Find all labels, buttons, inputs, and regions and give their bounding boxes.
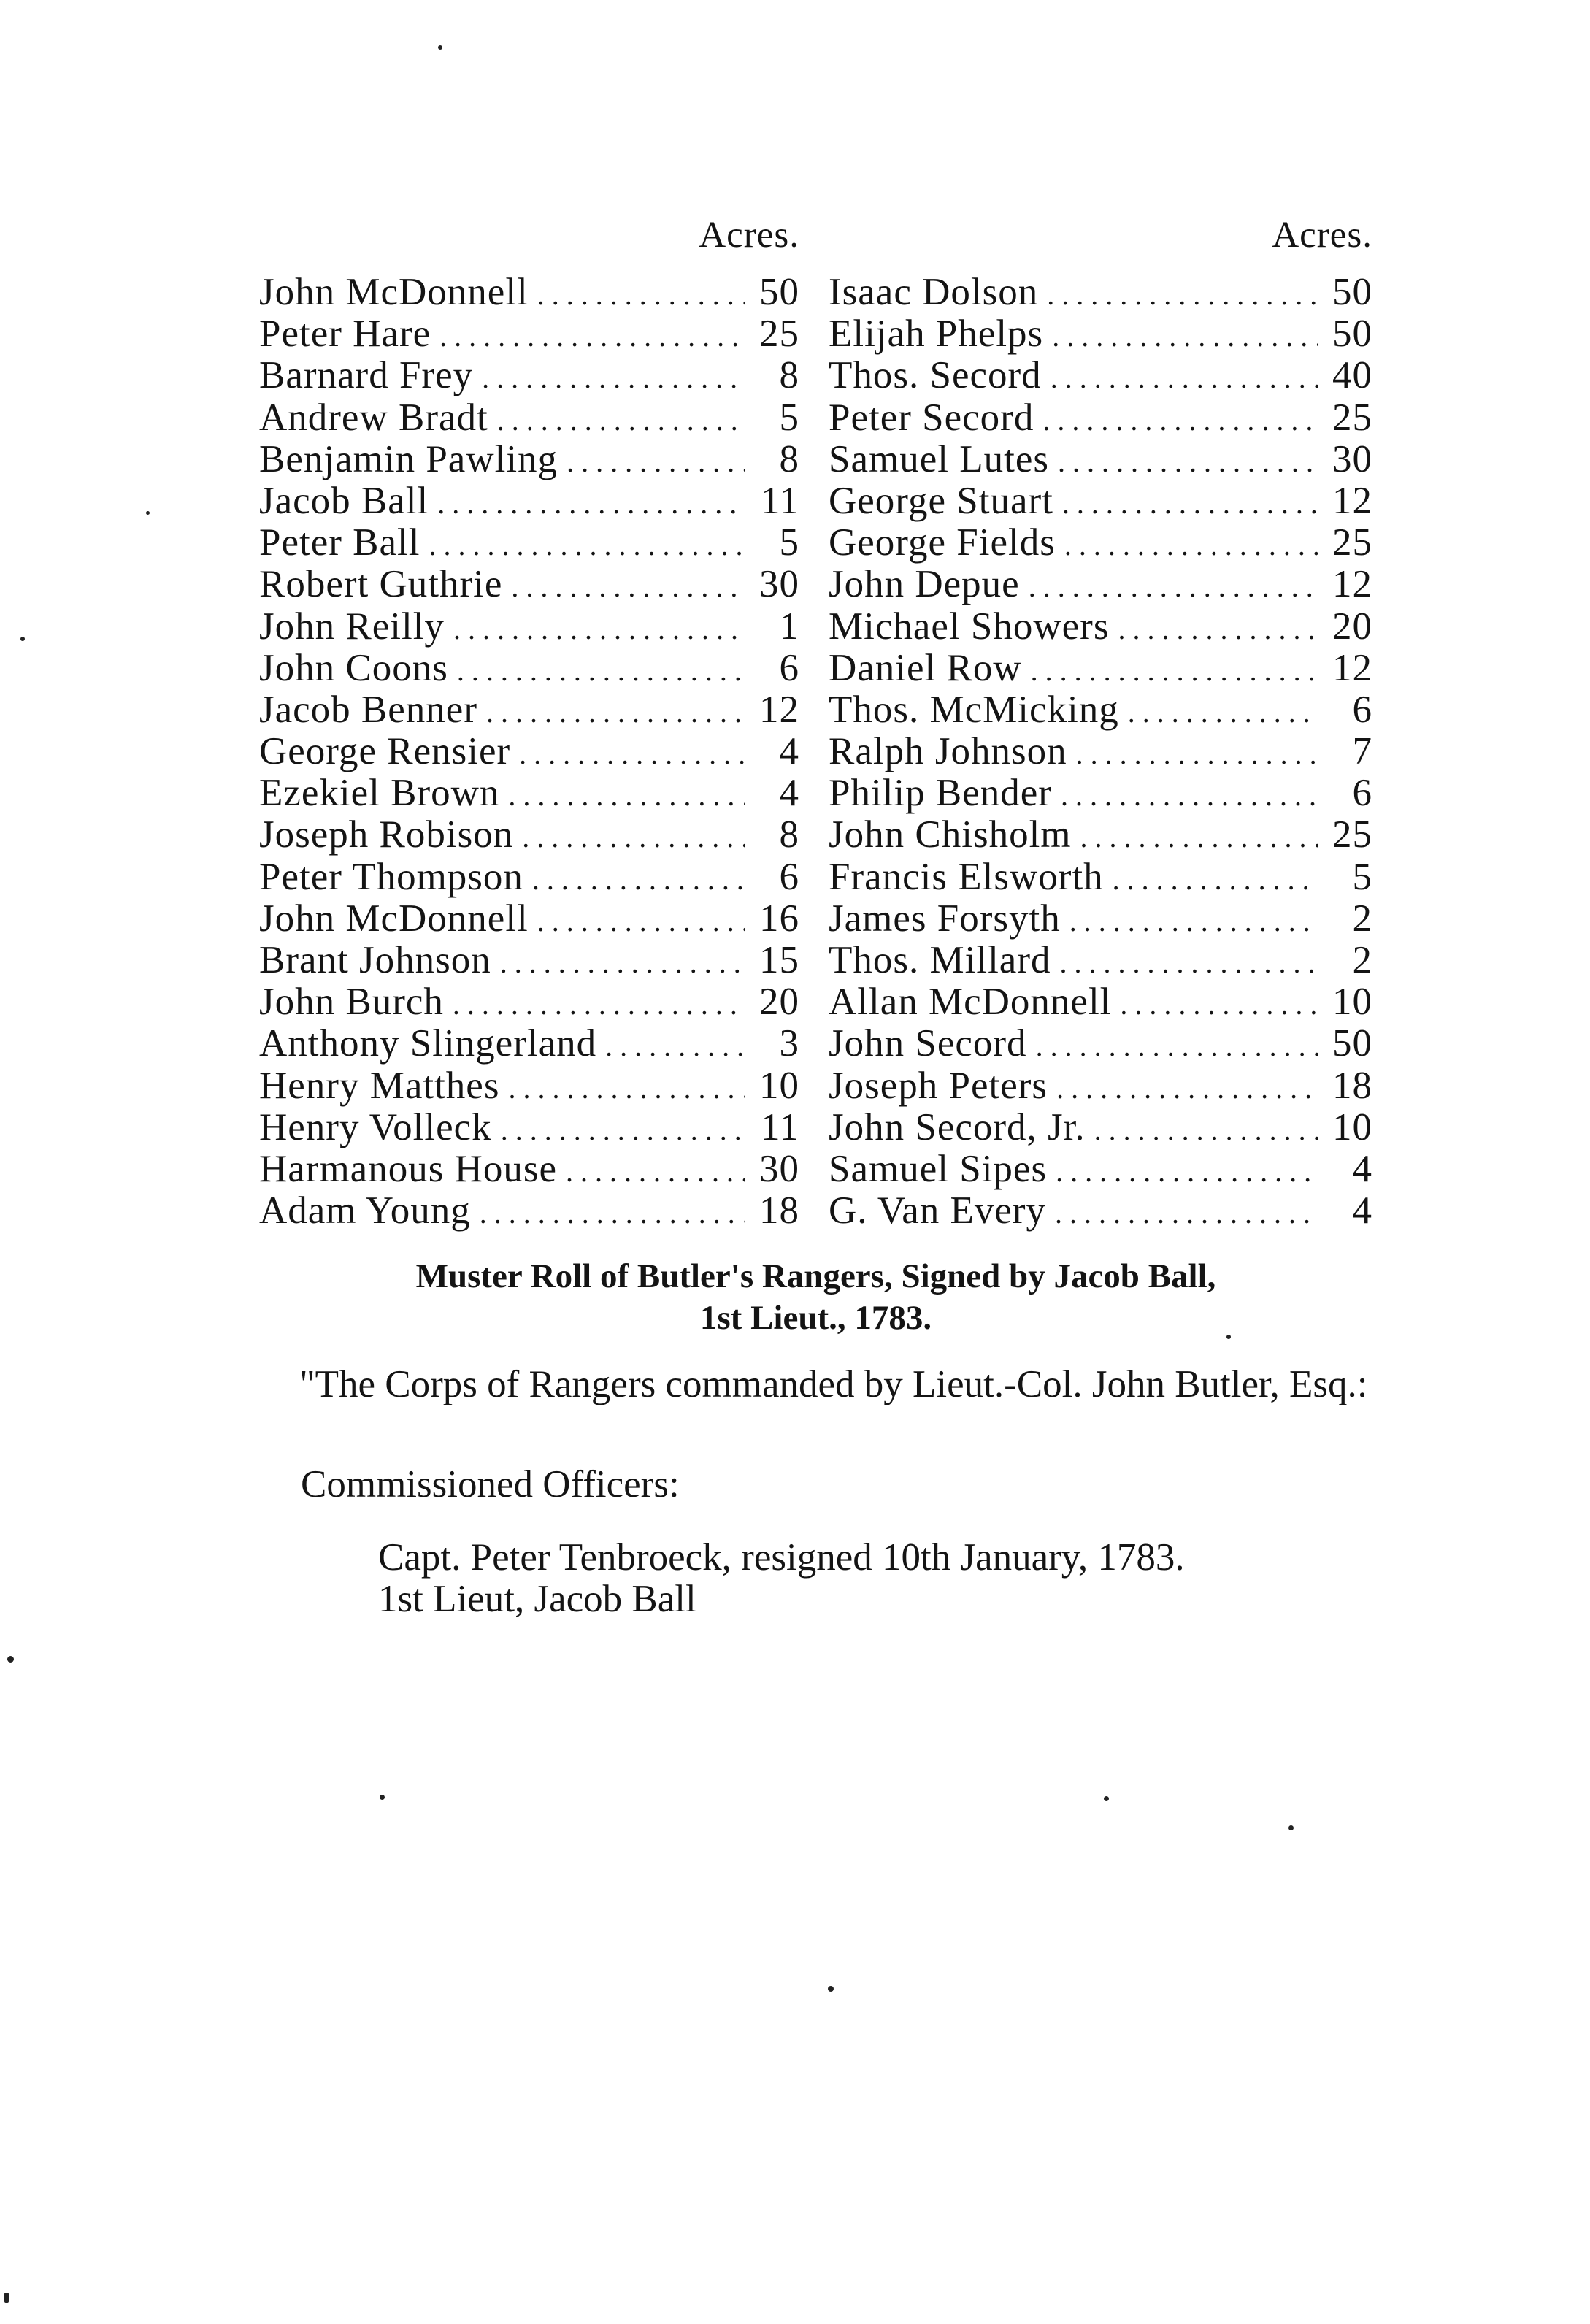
acres-value: 20: [1332, 605, 1372, 648]
person-name: John Chisholm: [829, 813, 1072, 856]
dot-leader: [453, 983, 745, 1025]
dot-leader: [522, 816, 745, 858]
person-name: George Fields: [829, 521, 1056, 564]
acres-column-left: [259, 213, 799, 1232]
acres-row: [829, 981, 1372, 1023]
scan-speck: [1226, 1335, 1231, 1339]
dot-leader: [439, 315, 745, 357]
person-name: John Secord: [829, 1022, 1027, 1065]
person-name: Peter Secord: [829, 396, 1034, 439]
person-name: Jacob Benner: [259, 688, 477, 731]
dot-leader: [1036, 1025, 1318, 1067]
acres-row: [259, 272, 799, 313]
dot-leader: [1052, 315, 1318, 357]
dot-leader: [437, 483, 745, 524]
dot-leader: [1113, 859, 1318, 900]
acres-row: [829, 606, 1372, 648]
scan-speck: [438, 45, 442, 50]
acres-row: [829, 1190, 1372, 1232]
acres-row: [829, 940, 1372, 981]
acres-value: 4: [1352, 1147, 1372, 1190]
acres-column-header: Acres.: [1272, 215, 1372, 256]
acres-row: [259, 355, 799, 396]
acres-value: 4: [779, 730, 799, 773]
dot-leader: [1047, 274, 1318, 315]
acres-row: [829, 898, 1372, 940]
acres-value: 6: [779, 855, 799, 898]
person-name: John Reilly: [259, 605, 445, 648]
acres-value: 8: [779, 813, 799, 856]
acres-value: 20: [759, 981, 799, 1024]
dot-leader: [1128, 691, 1318, 733]
person-name: Daniel Row: [829, 646, 1022, 689]
acres-value: 10: [759, 1064, 799, 1107]
acres-row: [829, 772, 1372, 814]
dot-leader: [429, 524, 745, 566]
acres-row: [259, 606, 799, 648]
person-name: Robert Guthrie: [259, 563, 503, 606]
acres-value: 11: [760, 1105, 799, 1148]
acres-row: [259, 1107, 799, 1148]
person-name: G. Van Every: [829, 1189, 1047, 1232]
acres-row: [829, 355, 1372, 396]
acres-column-right: [829, 213, 1372, 1232]
acres-value: 3: [779, 1022, 799, 1065]
acres-row: [259, 1190, 799, 1232]
person-name: George Rensier: [259, 730, 511, 773]
acres-value: 7: [1352, 730, 1372, 773]
acres-value: 10: [1332, 1105, 1372, 1148]
acres-row: [259, 439, 799, 480]
person-name: John McDonnell: [259, 271, 529, 313]
person-name: Anthony Slingerland: [259, 1022, 597, 1065]
acres-value: 8: [779, 437, 799, 480]
dot-leader: [480, 1192, 745, 1234]
acres-value: 30: [1332, 437, 1372, 480]
person-name: Jacob Ball: [259, 479, 429, 522]
dot-leader: [482, 357, 745, 399]
person-name: Joseph Robison: [259, 813, 514, 856]
person-name: Ezekiel Brown: [259, 772, 500, 815]
dot-leader: [566, 1151, 745, 1192]
acres-row: [829, 564, 1372, 605]
scan-speck: [7, 1656, 14, 1663]
dot-leader: [486, 691, 745, 733]
dot-leader: [1061, 775, 1318, 816]
person-name: Peter Ball: [259, 521, 420, 564]
acres-row: [829, 1023, 1372, 1065]
officers-label: Commissioned Officers:: [301, 1463, 680, 1506]
acres-value: 12: [759, 688, 799, 731]
officer-line: Capt. Peter Tenbroeck, resigned 10th January, 1783.: [378, 1536, 1185, 1579]
acres-value: 40: [1332, 354, 1372, 397]
acres-value: 50: [1332, 271, 1372, 313]
acres-row: [259, 397, 799, 439]
acres-row: [259, 731, 799, 772]
acres-row: [829, 731, 1372, 772]
dot-leader: [537, 900, 745, 942]
scan-speck: [828, 1986, 834, 1992]
dot-leader: [497, 399, 745, 441]
section-heading: [259, 1256, 1372, 1339]
acres-row: [259, 981, 799, 1023]
acres-row: [259, 564, 799, 605]
acres-row: [259, 856, 799, 898]
acres-row: [829, 1065, 1372, 1107]
acres-list-left: [259, 272, 799, 1232]
person-name: Francis Elsworth: [829, 855, 1104, 898]
person-name: James Forsyth: [829, 897, 1061, 940]
person-name: Michael Showers: [829, 605, 1110, 648]
person-name: Adam Young: [259, 1189, 471, 1232]
acres-value: 5: [779, 521, 799, 564]
dot-leader: [567, 441, 745, 483]
section-heading-line-1: Muster Roll of Butler's Rangers, Signed by Jacob Ball,: [415, 1257, 1216, 1295]
dot-leader: [501, 1109, 745, 1151]
dot-leader: [532, 859, 745, 900]
acres-value: 2: [1352, 897, 1372, 940]
acres-row: [259, 648, 799, 689]
dot-leader: [508, 775, 745, 816]
acres-value: 1: [779, 605, 799, 648]
acres-row: [259, 1148, 799, 1190]
dot-leader: [500, 942, 745, 983]
person-name: Ralph Johnson: [829, 730, 1067, 773]
acres-value: 12: [1332, 563, 1372, 606]
acres-row: [259, 689, 799, 731]
acres-row: [259, 814, 799, 856]
acres-value: 18: [759, 1189, 799, 1232]
person-name: Philip Bender: [829, 772, 1052, 815]
acres-row: [829, 272, 1372, 313]
acres-row: [259, 772, 799, 814]
person-name: George Stuart: [829, 479, 1053, 522]
dot-leader: [1055, 1192, 1318, 1234]
acres-row: [259, 940, 799, 981]
scan-speck: [380, 1795, 385, 1800]
person-name: John Secord, Jr.: [829, 1105, 1086, 1148]
person-name: John McDonnell: [259, 897, 529, 940]
acres-value: 15: [759, 939, 799, 981]
section-heading-line-2: 1st Lieut., 1783.: [699, 1299, 932, 1337]
dot-leader: [508, 1067, 745, 1109]
dot-leader: [1029, 566, 1318, 607]
dot-leader: [511, 566, 745, 607]
acres-row: [829, 1148, 1372, 1190]
person-name: John Burch: [259, 981, 444, 1024]
person-name: Henry Matthes: [259, 1064, 500, 1107]
acres-value: 16: [759, 897, 799, 940]
scan-speck: [146, 511, 150, 515]
person-name: John Coons: [259, 646, 448, 689]
acres-row: [829, 397, 1372, 439]
acres-row: [829, 439, 1372, 480]
dot-leader: [537, 274, 745, 315]
acres-row: [829, 814, 1372, 856]
scan-speck: [1104, 1796, 1109, 1801]
acres-row: [259, 1023, 799, 1065]
acres-value: 12: [1332, 479, 1372, 522]
person-name: Samuel Sipes: [829, 1147, 1048, 1190]
person-name: Allan McDonnell: [829, 981, 1112, 1024]
dot-leader: [1076, 733, 1318, 775]
acres-value: 4: [1352, 1189, 1372, 1232]
acres-value: 25: [759, 312, 799, 356]
person-name: Thos. McMicking: [829, 688, 1119, 731]
person-name: Brant Johnson: [259, 939, 491, 981]
dot-leader: [1094, 1109, 1318, 1151]
officer-line: 1st Lieut, Jacob Ball: [378, 1578, 696, 1620]
acres-value: 6: [1352, 688, 1372, 731]
dot-leader: [1062, 483, 1318, 524]
acres-value: 50: [759, 271, 799, 313]
person-name: Thos. Secord: [829, 354, 1042, 397]
acres-value: 10: [1332, 981, 1372, 1024]
dot-leader: [519, 733, 745, 775]
dot-leader: [1056, 1151, 1318, 1192]
person-name: Barnard Frey: [259, 354, 474, 397]
dot-leader: [1056, 1067, 1318, 1109]
acres-row: [829, 522, 1372, 564]
acres-value: 4: [779, 772, 799, 815]
acres-row: [259, 313, 799, 355]
acres-row: [259, 898, 799, 940]
acres-value: 2: [1352, 939, 1372, 981]
acres-row: [829, 856, 1372, 898]
person-name: Peter Thompson: [259, 855, 523, 898]
person-name: Joseph Peters: [829, 1064, 1048, 1107]
person-name: Peter Hare: [259, 312, 431, 356]
dot-leader: [1120, 983, 1318, 1025]
acres-value: 6: [779, 646, 799, 689]
acres-row: [829, 480, 1372, 522]
dot-leader: [453, 608, 745, 650]
acres-value: 50: [1332, 1022, 1372, 1065]
acres-value: 25: [1332, 813, 1372, 856]
acres-value: 30: [759, 563, 799, 606]
acres-row: [259, 1065, 799, 1107]
acres-value: 18: [1332, 1064, 1372, 1107]
acres-row: [829, 1107, 1372, 1148]
acres-value: 5: [779, 396, 799, 439]
dot-leader: [1059, 942, 1318, 983]
acres-value: 6: [1352, 772, 1372, 815]
dot-leader: [1058, 441, 1318, 483]
dot-leader: [1080, 816, 1318, 858]
acres-row: [259, 480, 799, 522]
acres-row: [829, 689, 1372, 731]
scan-speck: [20, 637, 25, 641]
acres-list-right: [829, 272, 1372, 1232]
person-name: Elijah Phelps: [829, 312, 1044, 356]
person-name: Thos. Millard: [829, 939, 1051, 981]
scan-speck: [4, 2293, 9, 2303]
dot-leader: [1069, 900, 1318, 942]
acres-value: 5: [1352, 855, 1372, 898]
person-name: Samuel Lutes: [829, 437, 1049, 480]
person-name: Henry Volleck: [259, 1105, 492, 1148]
acres-value: 50: [1332, 312, 1372, 356]
person-name: John Depue: [829, 563, 1020, 606]
scan-speck: [1288, 1825, 1294, 1830]
acres-value: 11: [760, 479, 799, 522]
acres-row: [259, 522, 799, 564]
dot-leader: [605, 1025, 745, 1067]
acres-value: 8: [779, 354, 799, 397]
acres-value: 12: [1332, 646, 1372, 689]
dot-leader: [1118, 608, 1318, 650]
dot-leader: [1042, 399, 1318, 441]
person-name: Andrew Bradt: [259, 396, 488, 439]
person-name: Harmanous House: [259, 1147, 557, 1190]
dot-leader: [1064, 524, 1318, 566]
acres-value: 25: [1332, 521, 1372, 564]
dot-leader: [457, 650, 745, 691]
quote-paragraph: "The Corps of Rangers commanded by Lieut.-Col. John Butler, Esq.:: [299, 1363, 1368, 1405]
acres-column-header: Acres.: [699, 215, 799, 256]
person-name: Isaac Dolson: [829, 271, 1039, 313]
dot-leader: [1051, 357, 1318, 399]
acres-row: [829, 648, 1372, 689]
acres-row: [829, 313, 1372, 355]
person-name: Benjamin Pawling: [259, 437, 558, 480]
acres-value: 30: [759, 1147, 799, 1190]
dot-leader: [1031, 650, 1318, 691]
acres-value: 25: [1332, 396, 1372, 439]
